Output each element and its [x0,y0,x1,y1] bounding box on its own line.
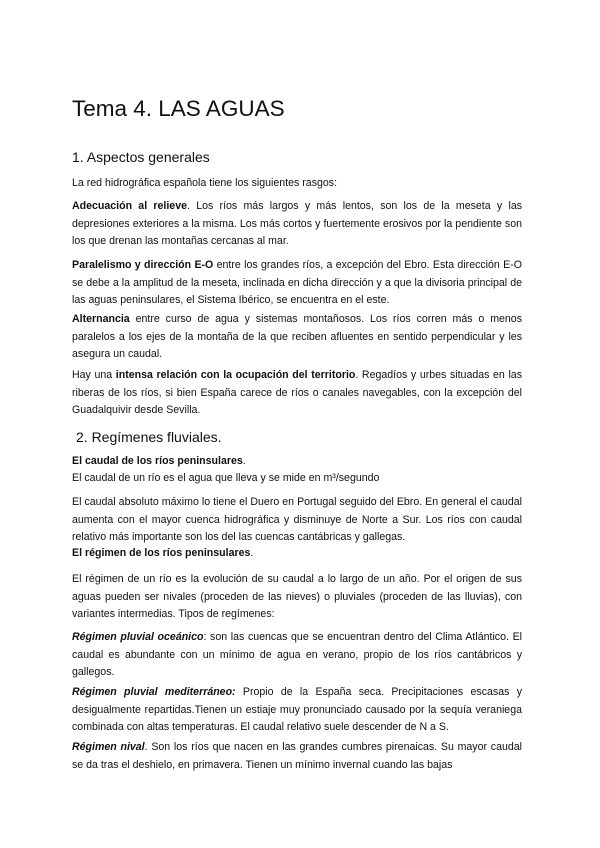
paragraph-paralelismo: Paralelismo y dirección E-O entre los grandes ríos, a excepción del Ebro. Esta dirección E-O se debe a la amplitud de la meseta, inclinada en dicha dirección y a que la divisoria principal de las aguas peninsulares, el Sistema Ibérico, se encuentra en el este. [72,259,522,306]
section-heading-regimenes-fluviales: 2. Regímenes fluviales. [76,429,222,445]
paragraph-regimen-definicion: El régimen de un río es la evolución de su caudal a lo largo de un año. Por el origen de sus aguas pueden ser nivales (proceden de las nieves) o pluviales (proceden de las lluvias), con variantes intermedias. Tipos de regímenes: [72,573,522,620]
term-nival: Régimen nival [72,741,145,753]
section-heading-aspectos-generales: 1. Aspectos generales [72,149,210,165]
paragraph-adecuacion-relieve: Adecuación al relieve. Los ríos más largos y más lentos, son los de la meseta y las depresiones exteriores a la misma. Los más cortos y fuertemente erosivos por la pendiente son los que drenan las montañas cercanas al mar. [72,200,523,247]
paragraph-regimen-pluvial-oceanico: Régimen pluvial oceánico: son las cuencas que se encuentran dentro del Clima Atlántico. El caudal es abundante con un mínimo de agua en verano, propio de los ríos cantábricos y gallegos. [72,631,522,678]
subheading-caudal: El caudal de los ríos peninsulares. [72,455,246,467]
term-adecuacion-relieve: Adecuación al relieve [72,200,187,212]
paragraph-regimen-nival: Régimen nival. Son los ríos que nacen en las grandes cumbres pirenaicas. Su mayor caudal se da tras el deshielo, en primavera. Tienen un mínimo invernal cuando las bajas [72,741,522,771]
paragraph-alternancia: Alternancia entre curso de agua y sistemas montañosos. Los ríos corren más o menos paralelos a los ejes de la montaña de la que reciben afluentes en sentido perpendicular y les asegura un caudal. [72,313,522,360]
paragraph-regimen-pluvial-mediterraneo: Régimen pluvial mediterráneo: Propio de la España seca. Precipitaciones escasas y desigualmente repartidas.Tienen un estiaje muy pronunciado causado por la sequía veraniega combinada con altas temperaturas. El caudal relativo suele descender de N a S. [72,686,522,733]
term-ocupacion-territorio: intensa relación con la ocupación del territorio [115,369,356,381]
term-alternancia: Alternancia [72,313,130,325]
term-paralelismo: Paralelismo y dirección E-O [72,259,214,271]
caudal-definition: El caudal de un río es el agua que lleva y se mide en m³/segundo [72,472,380,484]
subheading-regimen: El régimen de los ríos peninsulares. [72,547,254,559]
paragraph-caudal-absoluto: El caudal absoluto máximo lo tiene el Duero en Portugal seguido del Ebro. En general el caudal aumenta con el mayor cuenca hidrográfica y disminuye de Norte a Sur. Los ríos con caudal relativo más importante son los del las cuencas cantábricas y gallegas. [72,496,522,543]
paragraph-ocupacion-territorio: Hay una intensa relación con la ocupación del territorio. Regadíos y urbes situadas en las riberas de los ríos, si bien España carece de ríos o canales navegables, con la excepción del Guadalquivir desde Sevilla. [72,369,522,416]
page-title: Tema 4. LAS AGUAS [72,96,285,121]
intro-paragraph: La red hidrográfica española tiene los siguientes rasgos: [72,177,338,189]
term-pluvial-mediterraneo: Régimen pluvial mediterráneo: [72,686,236,698]
term-pluvial-oceanico: Régimen pluvial oceánico [72,631,204,643]
